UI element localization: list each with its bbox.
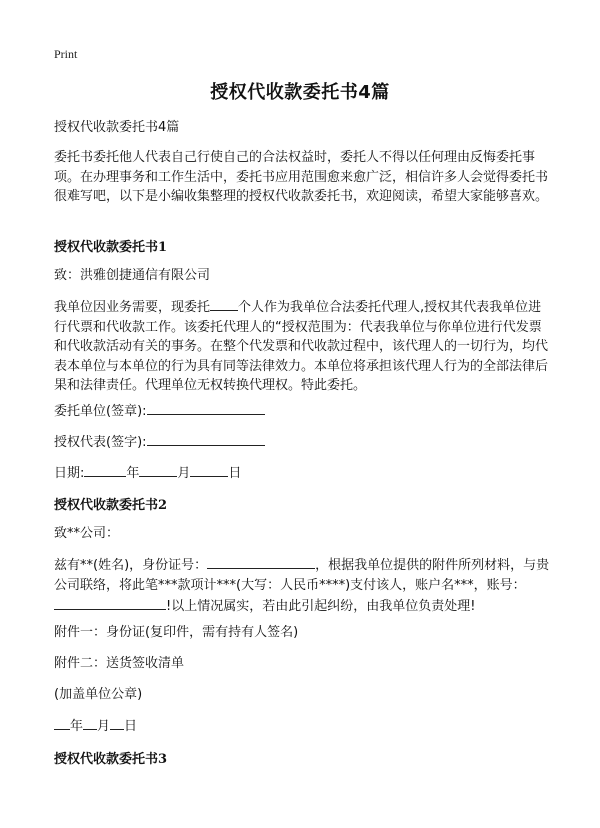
section-3-heading: 授权代收款委托书3 (54, 752, 168, 767)
principal-blank (210, 296, 238, 311)
signer-label: 委托单位(签章): (54, 404, 147, 419)
print-label: Print (54, 47, 78, 61)
s2-date-year: 年 (70, 719, 84, 734)
id-number-blank (207, 554, 315, 569)
section-2-body (54, 554, 554, 617)
representative-blank (147, 431, 265, 446)
seal-note: (加盖单位公章) (54, 687, 143, 702)
section-2-body-part2: ，根据我单位提供的附件所列材料，与贵公司联络，将此笔***款项计***(大写：人民币****)支付该人，账户名***，账号： (54, 558, 550, 593)
s2-month-blank (83, 715, 97, 730)
s2-date-day: 日 (124, 719, 138, 734)
signer-line (54, 400, 554, 422)
page-title: 授权代收款委托书4篇 (210, 82, 390, 103)
month-blank (139, 462, 177, 477)
account-number-blank (54, 595, 166, 610)
s2-day-blank (110, 715, 124, 730)
date-day: 日 (228, 466, 242, 481)
section-2-addressee: 致**公司： (54, 526, 120, 541)
date-month: 月 (177, 466, 191, 481)
signer-blank (147, 400, 265, 415)
day-blank (190, 462, 228, 477)
date-year: 年 (126, 466, 140, 481)
section-1-body-part2: 个人作为我单位合法委托代理人,授权其代表我单位进行代票和代收款工作。该委托代理人的“授权范围为：代表我单位与你单位进行代发票和代收款活动有关的事务。在整个代发票和代收款过程中，该代理人的一切行为，均代表本单位与本单位的行为具有同等法律效力。本单位将承担该代理人行为的全部法律后果和法律责任。代理单位无权转换代理权。特此委托。 (54, 300, 549, 393)
attachment-2: 附件二：送货签收清单 (54, 656, 185, 671)
section-2-date-line (54, 715, 554, 737)
section-2-body-part1: 兹有**(姓名)，身份证号： (54, 558, 208, 573)
attachment-1: 附件一：身份证(复印件，需有持有人签名) (54, 625, 299, 640)
year-blank (84, 462, 126, 477)
section-1-body (54, 296, 554, 396)
section-1-addressee: 致：洪雅创捷通信有限公司 (54, 268, 211, 283)
date-label: 日期: (54, 466, 85, 481)
s2-year-blank (54, 715, 70, 730)
section-2-body-part3: !以上情况属实，若由此引起纠纷，由我单位负责处理! (166, 599, 476, 614)
s2-date-month: 月 (97, 719, 111, 734)
section-1-date-line (54, 462, 554, 484)
representative-label: 授权代表(签字): (54, 435, 147, 450)
representative-line (54, 431, 554, 453)
section-1-body-part1: 我单位因业务需要，现委托 (54, 300, 211, 315)
section-1-heading: 授权代收款委托书1 (54, 240, 168, 255)
section-2-heading: 授权代收款委托书2 (54, 498, 168, 513)
document-subtitle: 授权代收款委托书4篇 (54, 120, 180, 135)
intro-paragraph: 委托书委托他人代表自己行使自己的合法权益时，委托人不得以任何理由反悔委托事项。在办理事务和工作生活中，委托书应用范围愈来愈广泛，相信许多人会觉得委托书很难写吧，以下是小编收集整理的授权代收款委托书，欢迎阅读，希望大家能够喜欢。 (54, 150, 549, 204)
